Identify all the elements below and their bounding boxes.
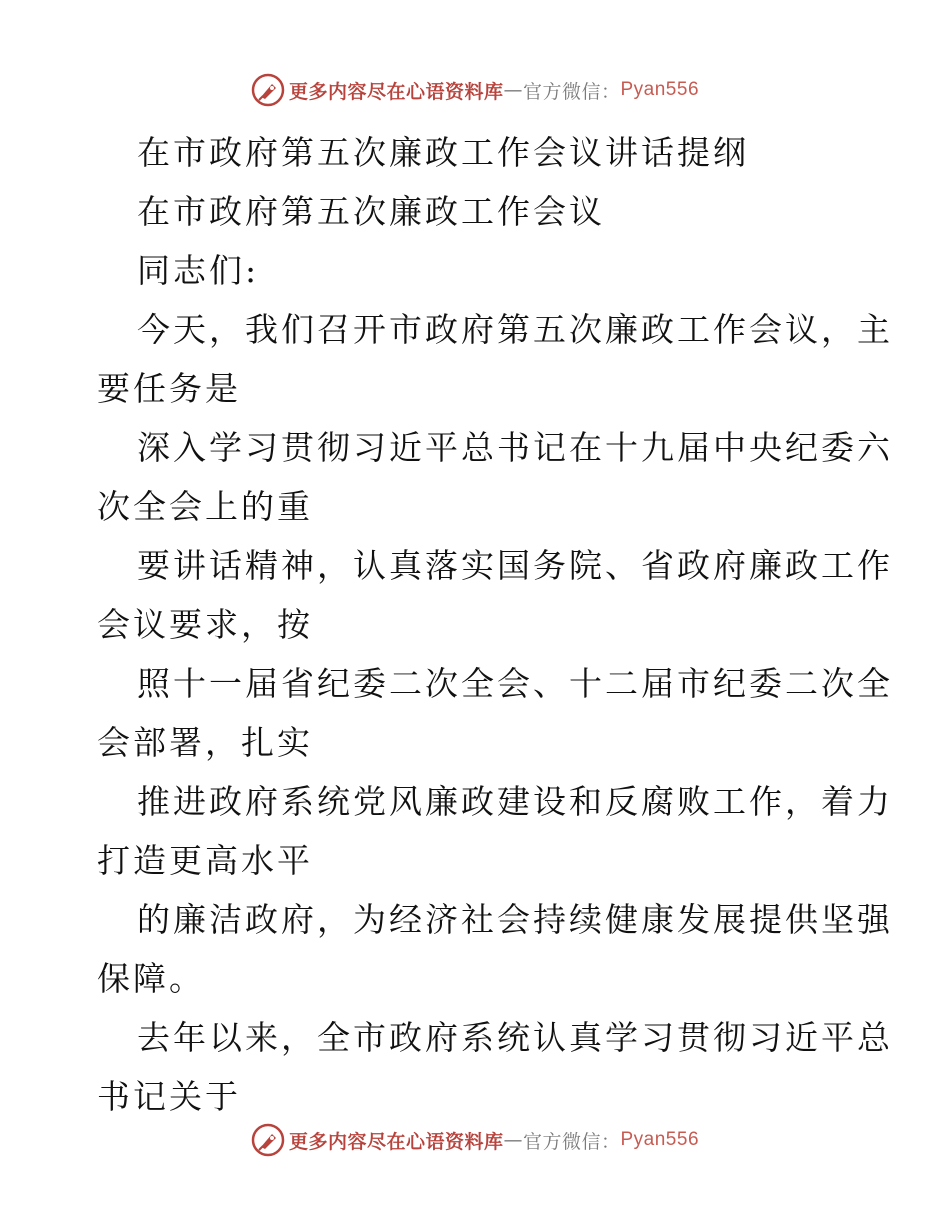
banner-dash: — <box>503 79 523 101</box>
banner-main-text: 更多内容尽在心语资料库 <box>288 80 504 103</box>
doc-subtitle: 在市政府第五次廉政工作会议 <box>137 192 605 231</box>
banner-dash: — <box>503 1129 523 1151</box>
doc-line: 会部署，扎实 <box>97 723 313 762</box>
doc-line: 要讲话精神，认真落实国务院、省政府廉政工作 <box>137 546 893 585</box>
doc-line: 照十一届省纪委二次全会、十二届市纪委二次全 <box>137 664 893 703</box>
pen-nib-logo-icon <box>251 1123 285 1157</box>
doc-line: 深入学习贯彻习近平总书记在十九届中央纪委六 <box>137 428 893 467</box>
footer-banner <box>0 1120 950 1160</box>
banner-official-label: 官方微信： <box>522 1130 621 1153</box>
doc-line: 去年以来，全市政府系统认真学习贯彻习近平总 <box>137 1018 893 1057</box>
doc-title: 在市政府第五次廉政工作会议讲话提纲 <box>137 133 749 172</box>
doc-line: 的廉洁政府，为经济社会持续健康发展提供坚强 <box>137 900 893 939</box>
doc-line: 会议要求，按 <box>97 605 313 644</box>
doc-line: 要任务是 <box>97 369 241 408</box>
doc-line: 次全会上的重 <box>97 487 313 526</box>
header-banner <box>0 70 950 110</box>
pen-nib-logo-icon <box>251 73 285 107</box>
banner-official-label: 官方微信： <box>522 80 621 103</box>
doc-salutation: 同志们: <box>137 251 260 290</box>
document-body <box>97 123 893 1126</box>
banner-main-text: 更多内容尽在心语资料库 <box>288 1130 504 1153</box>
doc-line: 推进政府系统党风廉政建设和反腐败工作，着力 <box>137 782 893 821</box>
banner-wechat-id: Pyan556 <box>620 1129 700 1150</box>
doc-line: 今天，我们召开市政府第五次廉政工作会议，主 <box>137 310 893 349</box>
doc-line: 打造更高水平 <box>97 841 313 880</box>
doc-line: 书记关于 <box>97 1077 241 1116</box>
banner-wechat-id: Pyan556 <box>620 79 700 100</box>
doc-line: 保障。 <box>97 959 205 998</box>
